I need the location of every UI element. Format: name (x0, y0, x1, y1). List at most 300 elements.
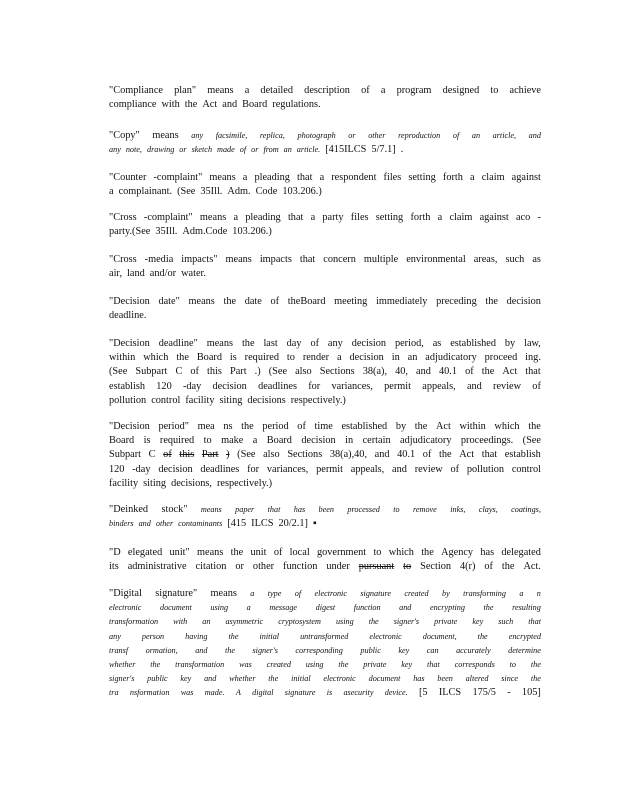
word: is (229, 352, 237, 364)
word: to (490, 85, 499, 96)
text-line (109, 211, 541, 225)
word: .) (254, 366, 261, 378)
word: [415ILCS (325, 144, 367, 156)
word: day (286, 338, 302, 349)
word: to (203, 435, 212, 447)
word: the (268, 674, 279, 684)
word: resulting (512, 603, 541, 613)
word: (See (237, 449, 256, 461)
word: a (109, 186, 114, 198)
word: Act (502, 366, 518, 378)
word: 5/7.1] (371, 144, 396, 156)
word: having (185, 631, 208, 641)
text-line (109, 672, 541, 686)
word: unit (250, 547, 267, 558)
word: as (532, 254, 541, 265)
word: to (403, 561, 412, 573)
word: Agency (441, 547, 474, 558)
word: impacts (259, 254, 292, 265)
word: the (485, 296, 498, 307)
definition-cross-complaint (109, 211, 541, 239)
word: the (230, 547, 244, 558)
bullet-mark: ▪ (312, 518, 317, 530)
word: corresponding (295, 645, 343, 655)
word: digest (315, 603, 336, 613)
word: date" (158, 296, 180, 307)
word: claim (481, 172, 505, 183)
word: using (335, 617, 354, 627)
word: decisions, (171, 477, 212, 489)
word: regulations. (272, 99, 321, 111)
word: appeals, (350, 463, 385, 475)
word: any (327, 338, 343, 349)
word: against (511, 172, 541, 183)
text-line (109, 601, 541, 615)
word: or (348, 131, 356, 140)
text-line (109, 477, 541, 491)
word: any (109, 631, 121, 641)
text-line (109, 434, 541, 448)
word: decision (349, 352, 384, 364)
word: designed (442, 85, 480, 96)
word: time (314, 421, 333, 432)
word: or (235, 561, 244, 573)
word: has (293, 505, 306, 514)
word: this (207, 366, 222, 378)
word: and (399, 603, 412, 613)
word: using (210, 603, 229, 613)
word: "Digital (109, 588, 142, 599)
word: the (223, 296, 237, 307)
word: Board (242, 99, 268, 111)
word: concern (323, 254, 356, 265)
word: electronic (109, 603, 142, 613)
word: established (450, 338, 496, 349)
word: (See (522, 435, 541, 447)
word: 35Ill. (155, 226, 178, 238)
word: reproduction (398, 131, 441, 140)
word: a (519, 589, 524, 598)
word: n (536, 589, 541, 598)
word: deadlines (200, 463, 240, 475)
word: of (452, 131, 460, 140)
word: asecurity (343, 688, 374, 698)
word: compliance (109, 99, 157, 111)
word: means (188, 296, 215, 307)
word: the (338, 659, 349, 669)
word: nsformation (129, 688, 170, 698)
text-line (109, 560, 541, 574)
word: transf (109, 645, 129, 655)
word: untransformed (300, 631, 349, 641)
word: binders (109, 519, 134, 529)
word: decision (351, 338, 387, 349)
text-line (109, 171, 541, 185)
word: and/or (149, 268, 177, 280)
word: an (283, 145, 292, 155)
word: of (190, 366, 199, 378)
word: control (151, 394, 181, 406)
word: C (175, 366, 183, 378)
word: ns (223, 421, 233, 432)
word: the (421, 547, 434, 558)
text-line (109, 337, 541, 351)
word: made (217, 145, 235, 155)
word: the (530, 659, 541, 669)
word: and (138, 519, 151, 529)
word: any (109, 145, 121, 155)
word: against (479, 212, 509, 223)
text-line (109, 129, 541, 143)
word: by (504, 338, 516, 349)
word: and (374, 449, 390, 461)
word: for (308, 380, 321, 392)
word: article, (492, 131, 517, 140)
word: means (152, 130, 179, 141)
word: the (483, 603, 494, 613)
word: Adm.Code (182, 226, 228, 238)
word: private (363, 659, 387, 669)
word: was (180, 688, 194, 698)
word: asymmetric (225, 617, 264, 627)
definition-cross-media-impacts (109, 253, 541, 281)
text-line (109, 351, 541, 365)
word: facility (185, 394, 215, 406)
text-line (109, 420, 541, 434)
word: replica, (259, 131, 285, 140)
word: sketch (191, 145, 213, 155)
word: and (204, 674, 217, 684)
word: required (159, 435, 195, 447)
word: that (267, 505, 281, 514)
word: been (437, 674, 453, 684)
word: photograph (297, 131, 336, 140)
word: forth (410, 212, 431, 223)
word: and (392, 463, 407, 475)
word: impacts" (181, 254, 218, 265)
word: "Counter (109, 172, 147, 183)
word: in (345, 435, 354, 447)
word: decision (506, 296, 541, 307)
word: a (337, 352, 342, 364)
word: that (427, 659, 440, 669)
word: "Cross (109, 212, 137, 223)
word: function (283, 561, 318, 573)
text-line (109, 503, 541, 517)
word: (See (268, 366, 288, 378)
word: adjudicatory (425, 352, 477, 364)
word: with (161, 99, 180, 111)
word: and (416, 366, 431, 378)
word: water. (181, 268, 206, 280)
word: a (242, 172, 248, 183)
word: law, (524, 338, 541, 349)
word: the (528, 421, 541, 432)
word: complainant. (118, 186, 173, 198)
word: and (466, 380, 482, 392)
word: that (297, 172, 313, 183)
word: a (250, 589, 255, 598)
word: this (179, 449, 195, 461)
word: 4(r) (459, 561, 476, 573)
word: using (305, 659, 324, 669)
word: of (270, 296, 280, 307)
word: the (228, 631, 239, 641)
word: the (241, 421, 254, 432)
word: variances, (266, 463, 309, 475)
word: [415 (227, 518, 247, 530)
word: to (373, 547, 382, 558)
word: electronic (314, 589, 347, 598)
word: the (368, 617, 379, 627)
word: the (530, 674, 541, 684)
word: establish (504, 449, 541, 461)
word: 40, (395, 366, 408, 378)
word: document, (422, 631, 457, 641)
word: signature (360, 589, 391, 598)
word: initial (291, 674, 311, 684)
word: public (360, 645, 381, 655)
word: to (509, 659, 517, 669)
word: electronic (323, 674, 356, 684)
word: description (304, 85, 350, 96)
word: in (391, 352, 400, 364)
word: private (434, 617, 458, 627)
word: with (173, 617, 188, 627)
word: siting (219, 394, 243, 406)
word: public (147, 674, 168, 684)
word: establish (109, 380, 146, 392)
text-line (109, 517, 541, 531)
word: facsimile, (215, 131, 248, 140)
word: local (289, 547, 310, 558)
word: an (407, 352, 418, 364)
word: period" (158, 421, 189, 432)
word: its (109, 561, 119, 573)
word: created (404, 589, 429, 598)
word: 103.206.) (232, 226, 272, 238)
word: is (143, 435, 151, 447)
word: files (350, 212, 369, 223)
text-line (109, 463, 541, 477)
word: to (393, 505, 400, 514)
word: altered (465, 674, 489, 684)
word: encrypted (508, 631, 541, 641)
text-line (109, 309, 541, 323)
text-line (109, 448, 541, 462)
word: note, (125, 145, 142, 155)
word: drawing (146, 145, 175, 155)
text-line (109, 143, 541, 157)
word: to (286, 352, 295, 364)
text-line (109, 587, 541, 601)
definition-decision-period (109, 420, 541, 491)
word: means (207, 85, 234, 96)
word: siting (143, 477, 167, 489)
word: "Copy" (109, 130, 140, 141)
word: program (396, 85, 432, 96)
word: signature (284, 688, 316, 698)
word: immediately (375, 296, 428, 307)
word: facility (109, 477, 139, 489)
word: key (398, 645, 410, 655)
word: the (439, 449, 452, 461)
word: that (525, 366, 541, 378)
word: ILCS (438, 687, 462, 699)
word: decision (158, 463, 193, 475)
word: Adm. (227, 186, 251, 198)
word: also (295, 366, 312, 378)
word: elegated (127, 547, 163, 558)
word: article. (296, 145, 321, 155)
word: key (401, 659, 413, 669)
word: C (148, 449, 156, 461)
word: means (200, 505, 222, 514)
word: means (210, 588, 237, 599)
word: -day (132, 463, 151, 475)
word: the (481, 366, 495, 378)
word: an (202, 617, 211, 627)
word: can (426, 645, 439, 655)
word: processed (347, 505, 380, 514)
text-line (109, 84, 541, 98)
definition-compliance-plan (109, 84, 541, 112)
word: appeals, (422, 380, 456, 392)
word: 40.1 (397, 449, 416, 461)
word: that (287, 212, 304, 223)
word: of (239, 145, 247, 155)
definition-digital-signature (109, 587, 541, 701)
word: signer's (109, 674, 135, 684)
word: the (184, 99, 198, 111)
word: corresponds (454, 659, 495, 669)
word: Sections (319, 366, 355, 378)
word: proceed (484, 352, 518, 364)
word: meeting (334, 296, 368, 307)
word: key (472, 617, 484, 627)
word: -day (182, 380, 202, 392)
word: Act (435, 421, 451, 432)
word: transformation (109, 617, 159, 627)
word: -media (144, 254, 174, 265)
word: (See (177, 186, 196, 198)
word: the (150, 659, 161, 669)
word: of (294, 589, 302, 598)
word: from (263, 145, 279, 155)
word: "Decision (109, 338, 150, 349)
word: 40.1 (438, 366, 457, 378)
word: message (269, 603, 298, 613)
word: an (471, 131, 481, 140)
word: that (481, 449, 498, 461)
word: 105] (521, 687, 541, 699)
word: ) (226, 449, 230, 461)
word: of (422, 449, 432, 461)
word: "Decision (109, 296, 150, 307)
text-line (109, 185, 541, 199)
word: accurately (456, 645, 491, 655)
word: Board (266, 435, 292, 447)
word: plan" (174, 85, 197, 96)
word: a (252, 435, 258, 447)
word: a (233, 212, 239, 223)
word: control (511, 463, 541, 475)
word: a (380, 85, 386, 96)
word: clays, (478, 505, 498, 514)
word: whether (109, 659, 136, 669)
text-line (109, 380, 541, 394)
word: encrypting (429, 603, 465, 613)
word: Subpart (109, 449, 142, 461)
word: "Cross (109, 254, 137, 265)
word: inks, (450, 505, 466, 514)
text-line (109, 253, 541, 267)
word: of (532, 380, 541, 392)
word: period, (394, 338, 424, 349)
word: administrative (127, 561, 187, 573)
word: Act (202, 99, 218, 111)
word: a (246, 603, 251, 613)
word: permit (384, 380, 412, 392)
definition-deinked-stock (109, 503, 541, 531)
word: means (206, 338, 234, 349)
word: decisions (247, 394, 286, 406)
word: respectively.) (290, 394, 346, 406)
word: means (225, 254, 252, 265)
word: by (442, 589, 450, 598)
word: proceedings. (460, 435, 514, 447)
text-line (109, 658, 541, 672)
word: pursuant (358, 561, 395, 573)
word: Act (459, 449, 475, 461)
word: made. (204, 688, 225, 698)
word: Sections (287, 449, 323, 461)
word: key (180, 674, 192, 684)
word: the (176, 352, 189, 364)
definition-counter-complaint (109, 171, 541, 199)
word: and (528, 131, 541, 140)
word: respectively.) (216, 477, 273, 489)
word: established (341, 421, 388, 432)
word: since (501, 674, 519, 684)
word: such (505, 254, 525, 265)
word: also (263, 449, 280, 461)
word: forth (442, 172, 463, 183)
word: signer's (393, 617, 420, 627)
word: deadline. (109, 310, 147, 322)
word: delegated (501, 547, 541, 558)
word: Act. (523, 561, 541, 573)
definition-decision-date (109, 295, 541, 323)
word: preceding (436, 296, 477, 307)
word: the (477, 631, 488, 641)
word: of (484, 561, 493, 573)
word: air, (109, 268, 123, 280)
word: ormation, (145, 645, 178, 655)
word: . (400, 144, 404, 156)
word: 38(a),40, (329, 449, 368, 461)
word: Part (230, 366, 247, 378)
word: or (179, 145, 187, 155)
word: cryptosystem (278, 617, 321, 627)
word: "Deinked (109, 504, 149, 515)
word: electronic (369, 631, 402, 641)
word: has (480, 547, 495, 558)
word: last (263, 338, 278, 349)
word: the (501, 561, 515, 573)
word: setting (375, 212, 404, 223)
word: initial (259, 631, 280, 641)
